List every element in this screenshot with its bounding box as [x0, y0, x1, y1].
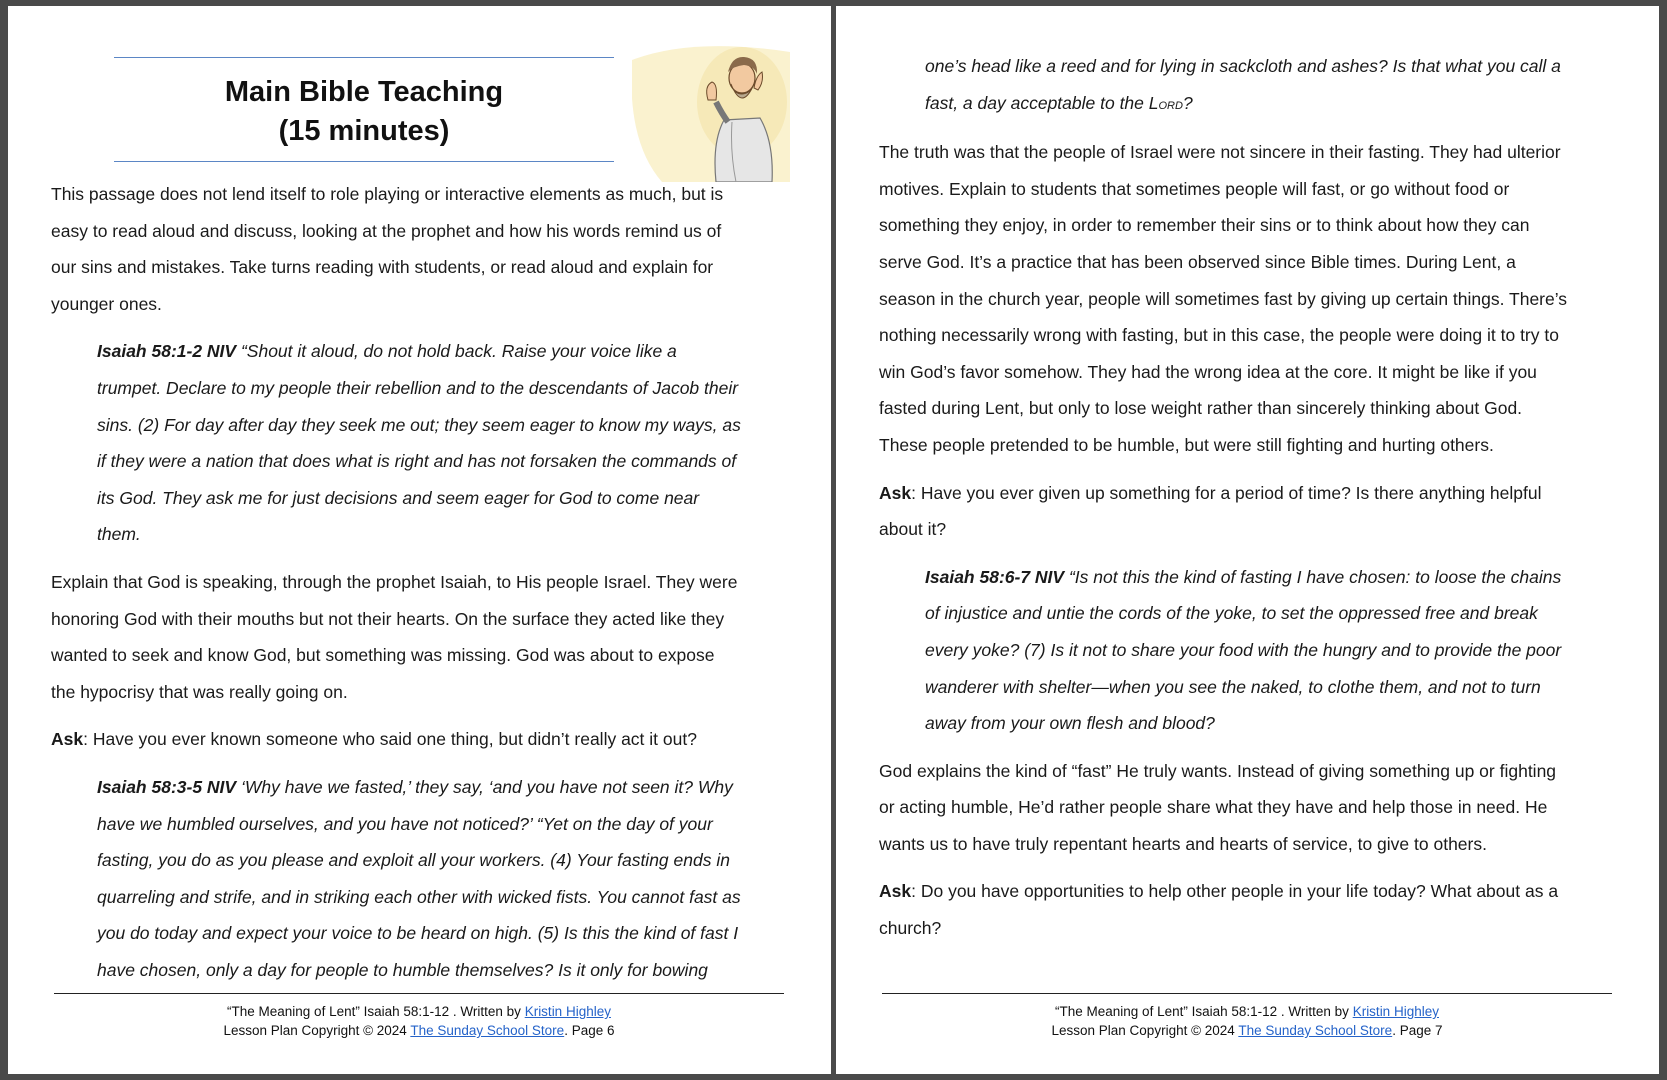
- footer-line-2: [882, 1021, 1612, 1040]
- truth-paragraph: The truth was that the people of Israel were not sincere in their fasting. They had ulterior motives. Explain to students that sometimes people will fast, or go without food or something they enjoy, in order to remember their sins or to think about how they can serve God. It’s a practice that has been observed since Bible times. During Lent, a season in the church year, people will sometimes fast by giving up certain things. There’s nothing necessarily wrong with fasting, but in this case, the people were doing it to try to win God’s favor somehow. They had the wrong idea at the core. It might be like if you fasted during Lent, but only to lose weight rather than sincerely thinking about God. These people pretended to be humble, but were still fighting and hurting others.: [879, 142, 1568, 455]
- page-footer: [54, 1002, 784, 1040]
- intro-paragraph: This passage does not lend itself to role playing or interactive elements as much, but is easy to read aloud and discuss, looking at the prophet and how his words remind us of our sins and mistakes. Take turns reading with students, or read aloud and explain for younger ones.: [51, 184, 724, 314]
- left-body: [51, 176, 741, 999]
- section-title: [114, 73, 614, 151]
- page-7: [836, 6, 1659, 1074]
- scripture-end: ?: [1182, 92, 1193, 113]
- page-number: . Page 6: [564, 1023, 615, 1038]
- section-title-block: [114, 51, 614, 161]
- footer-lesson-title: “The Meaning of Lent” Isaiah 58:1-12 . Written by: [227, 1004, 525, 1019]
- ask-label: Ask: [879, 482, 912, 503]
- scripture-isaiah-58-3-5: [97, 769, 741, 989]
- ask-paragraph: [51, 721, 741, 758]
- ask-text: : Have you ever given up something for a period of time? Is there anything helpful about it?: [879, 482, 1542, 540]
- store-link[interactable]: The Sunday School Store: [410, 1023, 565, 1038]
- footer-line-1: [882, 1002, 1612, 1021]
- footer-line-1: [54, 1002, 784, 1021]
- scripture-text: ‘Why have we fasted,’ they say, ‘and you have not seen it? Why have we humbled ourselves, and you have not noticed?’ “Yet on the day of your fasting, you do as you please and exploit all your workers. (4) Your fasting ends in quarreling and strife, and in striking each other with wicked fists. You cannot fast as you do today and expect your voice to be heard on high. (5) Is this the kind of fast I have chosen, only a day for people to humble themselves? Is it only for bowing: [97, 776, 741, 980]
- scripture-reference: Isaiah 58:6-7 NIV: [925, 566, 1065, 587]
- ask-label: Ask: [879, 881, 912, 902]
- page-6: [8, 6, 831, 1074]
- page-number: . Page 7: [1392, 1023, 1443, 1038]
- scripture-reference: Isaiah 58:3-5 NIV: [97, 776, 237, 797]
- title-top-rule: [114, 57, 614, 58]
- explain-paragraph: Explain that God is speaking, through the prophet Isaiah, to His people Israel. They were honoring God with their mouths but not their hearts. On the surface they acted like they wanted to seek and know God, but something was missing. God was about to expose the hypocrisy that was really going on.: [51, 571, 738, 702]
- section-title-line1: Main Bible Teaching: [224, 76, 504, 108]
- footer-line-2: [54, 1021, 784, 1040]
- scripture-continued: [925, 48, 1569, 123]
- scripture-isaiah-58-6-7: [925, 559, 1569, 742]
- scripture-text: “Shout it aloud, do not hold back. Raise your voice like a trumpet. Declare to my people their rebellion and to the descendants of Jacob their sins. (2) For day after day they seek me out; they seem eager to know my ways, as if they were a nation that does what is right and has not forsaken the commands of its God. They ask me for just decisions and seem eager for God to come near them.: [97, 341, 741, 545]
- footer-divider: [54, 993, 784, 994]
- footer-lesson-title: “The Meaning of Lent” Isaiah 58:1-12 . Written by: [1055, 1004, 1353, 1019]
- footer-copyright: Lesson Plan Copyright © 2024: [1051, 1023, 1239, 1038]
- store-link[interactable]: The Sunday School Store: [1238, 1023, 1393, 1038]
- scripture-reference: Isaiah 58:1-2 NIV: [97, 341, 237, 362]
- ask-paragraph-2: [879, 873, 1569, 946]
- footer-divider: [882, 993, 1612, 994]
- footer-copyright: Lesson Plan Copyright © 2024: [223, 1023, 411, 1038]
- scripture-isaiah-58-1-2: [97, 333, 741, 553]
- author-link[interactable]: Kristin Highley: [1352, 1004, 1439, 1019]
- author-link[interactable]: Kristin Highley: [524, 1004, 611, 1019]
- scripture-text: one’s head like a reed and for lying in sackcloth and ashes? Is that what you call a fast, a day acceptable to the L: [925, 56, 1561, 113]
- ask-text: : Do you have opportunities to help other people in your life today? What about as a church?: [879, 881, 1559, 939]
- god-explains-paragraph: God explains the kind of “fast” He truly wants. Instead of giving something up or fighting or acting humble, He’d rather people share what they have and help those in need. He wants us to have truly repentant hearts and hearts of service, to give to others.: [879, 760, 1557, 854]
- page-footer: [882, 1002, 1612, 1040]
- ask-paragraph-1: [879, 475, 1569, 548]
- ask-label: Ask: [51, 729, 84, 750]
- lord-smallcaps: ord: [1158, 95, 1183, 113]
- ask-text: : Have you ever known someone who said one thing, but didn’t really act it out?: [83, 729, 697, 750]
- title-bottom-rule: [114, 161, 614, 162]
- right-body: [879, 48, 1569, 958]
- prophet-illustration: [632, 42, 790, 182]
- scripture-text: “Is not this the kind of fasting I have chosen: to loose the chains of injustice and untie the cords of the yoke, to set the oppressed free and break every yoke? (7) Is it not to share your food with the hungry and to provide the poor wanderer with shelter—when you see the naked, to clothe them, and not to turn away from your own flesh and blood?: [925, 566, 1562, 734]
- section-title-line2: (15 minutes): [278, 115, 450, 147]
